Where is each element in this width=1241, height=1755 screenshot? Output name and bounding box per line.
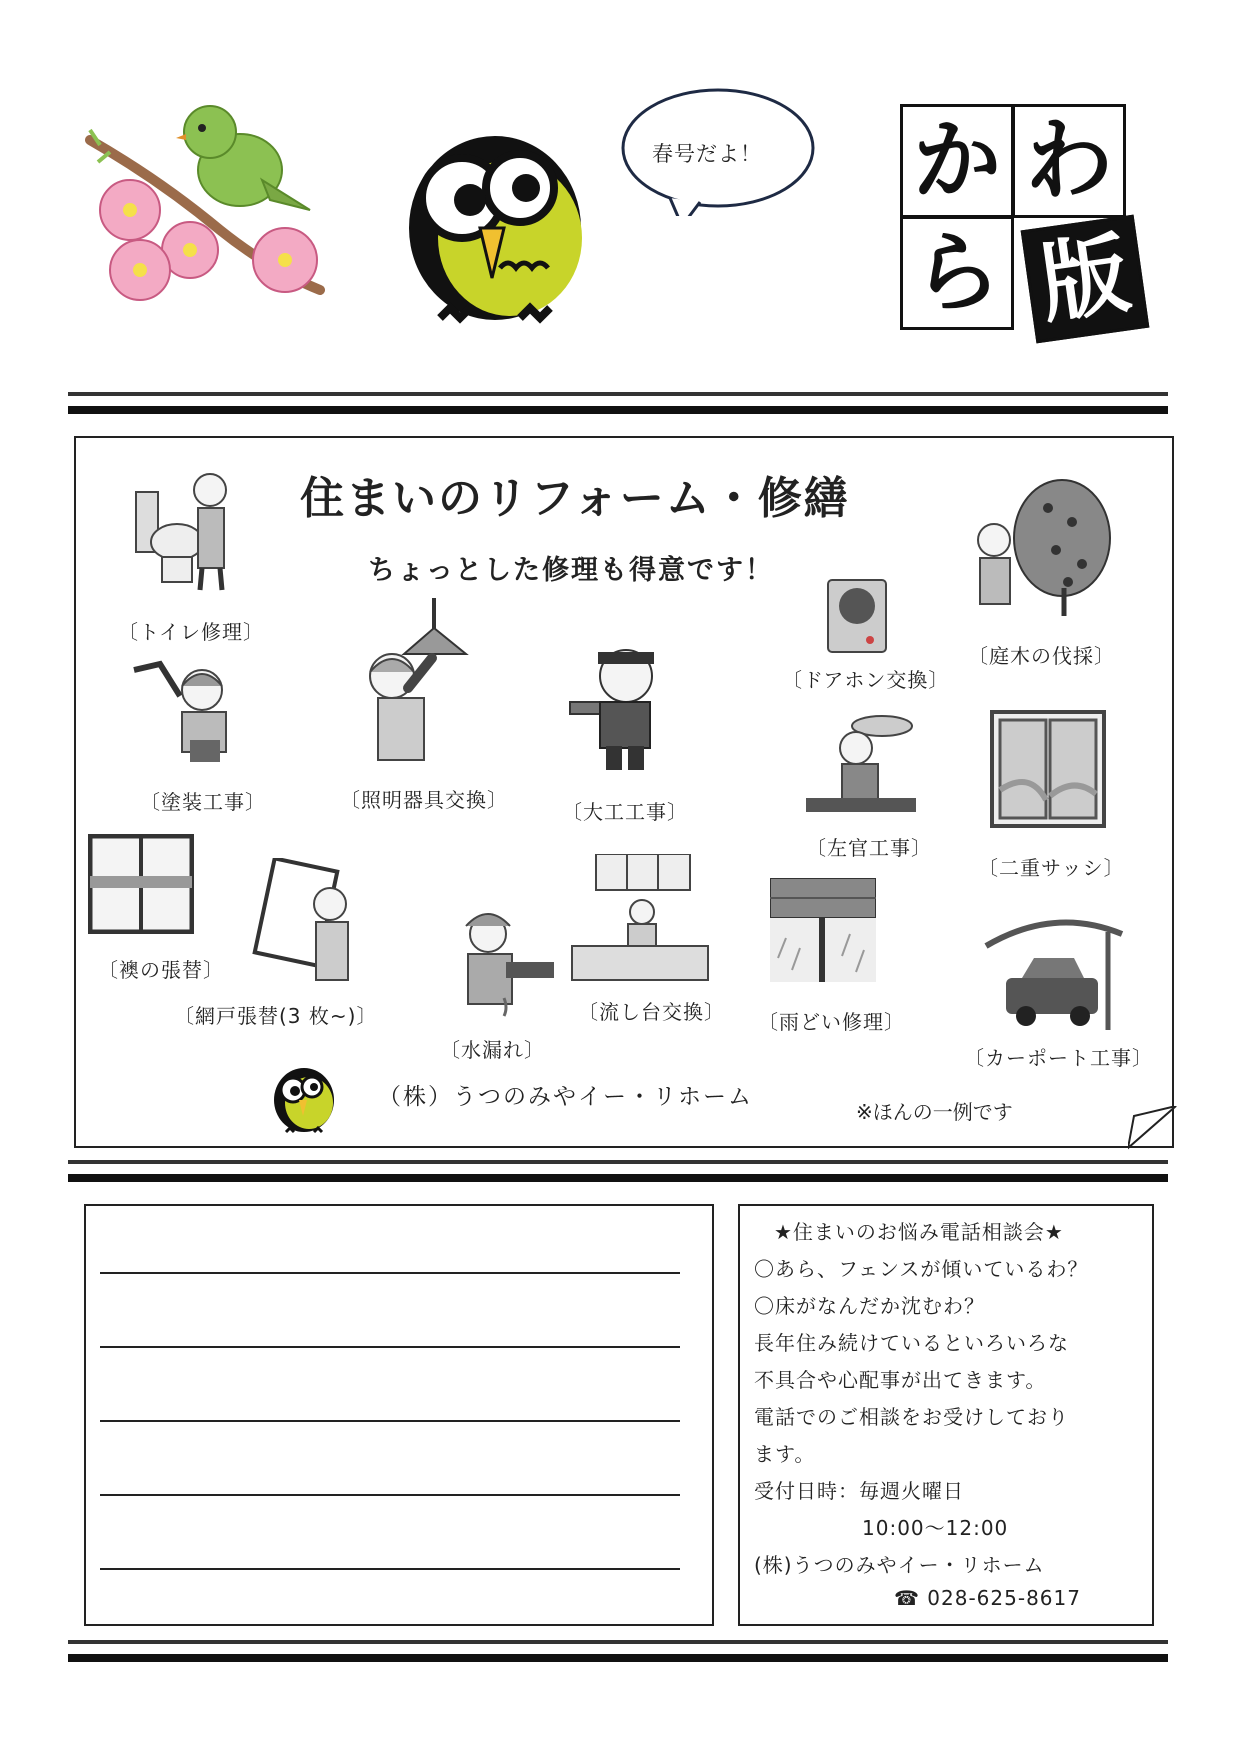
service-label-plastering: 〔左官工事〕 [806, 836, 932, 860]
intercom-illustration [826, 578, 888, 654]
gutter-repair-illustration [770, 878, 876, 982]
page-curl-corner [1128, 1106, 1178, 1150]
example-note: ※ほんの一例です [856, 1100, 1013, 1124]
water-leak-illustration [448, 902, 558, 1020]
tree-trimming-illustration [972, 478, 1112, 618]
bird-on-blossom-illustration [80, 100, 340, 340]
section-subtitle: ちょっとした修理も得意です！ [368, 555, 774, 586]
carpentry-illustration [568, 638, 678, 773]
service-label-water-leak: 〔水漏れ〕 [440, 1038, 545, 1062]
divider-thick-3 [68, 1654, 1168, 1662]
service-label-carport: 〔カーポート工事〕 [964, 1046, 1153, 1070]
sink-replacement-illustration [566, 854, 714, 982]
toilet-repair-illustration [132, 462, 242, 592]
consult-company: (株)うつのみやイー・リホーム [754, 1553, 1045, 1577]
divider-thick-2 [68, 1174, 1168, 1182]
service-label-intercom: 〔ドアホン交換〕 [782, 668, 950, 692]
service-label-toilet: 〔トイレ修理〕 [118, 620, 264, 644]
consult-title: ★住まいのお悩み電話相談会★ [774, 1220, 1064, 1244]
memo-line [100, 1494, 680, 1496]
service-label-tree: 〔庭木の伐採〕 [968, 644, 1115, 668]
divider-thin-3 [68, 1640, 1168, 1644]
painting-illustration [130, 656, 240, 766]
section-title: 住まいのリフォーム・修繕 [300, 473, 850, 524]
consult-line: 〇床がなんだか沈むわ？ [754, 1294, 985, 1318]
consult-line: ます。 [754, 1442, 816, 1466]
company-name: （株）うつのみやイー・リホーム [378, 1084, 753, 1110]
title-char-ka: か [900, 104, 1014, 218]
service-label-lighting: 〔照明器具交換〕 [340, 788, 508, 812]
service-label-sink: 〔流し台交換〕 [578, 1000, 725, 1024]
double-sash-window-illustration [990, 710, 1106, 828]
service-label-sash: 〔二重サッシ〕 [978, 856, 1125, 880]
consult-hours-label: 受付日時：毎週火曜日 [754, 1479, 964, 1503]
consult-phone [894, 1586, 1081, 1610]
title-char-ra: ら [900, 216, 1014, 330]
consult-line: 不具合や心配事が出てきます。 [754, 1368, 1047, 1392]
owl-mascot-illustration [400, 128, 590, 338]
phone-number: 028-625-8617 [927, 1586, 1081, 1610]
memo-line [100, 1420, 680, 1422]
consult-line: 〇あら、フェンスが傾いているわ？ [754, 1257, 1089, 1281]
service-label-fusuma: 〔襖の張替〕 [98, 958, 224, 982]
memo-line [100, 1568, 680, 1570]
screen-door-illustration [244, 858, 354, 982]
divider-thin [68, 392, 1168, 396]
consult-hours-time: 10:00～12:00 [862, 1516, 1009, 1540]
plastering-illustration [806, 706, 916, 816]
phone-icon: ☎ [894, 1586, 920, 1610]
fusuma-illustration [88, 834, 194, 934]
carport-illustration [984, 906, 1124, 1032]
owl-small-icon [272, 1066, 336, 1136]
title-char-wa: わ [1012, 104, 1126, 218]
service-label-screen-door: 〔網戸張替(3 枚~)〕 [174, 1004, 378, 1028]
divider-thin-2 [68, 1160, 1168, 1164]
consult-line: 電話でのご相談をお受けしており [754, 1405, 1069, 1429]
service-label-gutter: 〔雨どい修理〕 [758, 1010, 905, 1034]
memo-line [100, 1346, 680, 1348]
memo-line [100, 1272, 680, 1274]
title-char-ban: 版 [1021, 215, 1150, 344]
consult-line: 長年住み続けているといろいろな [754, 1331, 1069, 1355]
memo-lines-box [84, 1204, 714, 1626]
service-label-carpentry: 〔大工工事〕 [562, 800, 688, 824]
kawaraban-title-logo [900, 104, 1140, 344]
service-label-painting: 〔塗装工事〕 [140, 790, 266, 814]
speech-bubble-text: 春号だよ！ [652, 142, 762, 166]
divider-thick [68, 406, 1168, 414]
light-fixture-illustration [356, 598, 476, 763]
